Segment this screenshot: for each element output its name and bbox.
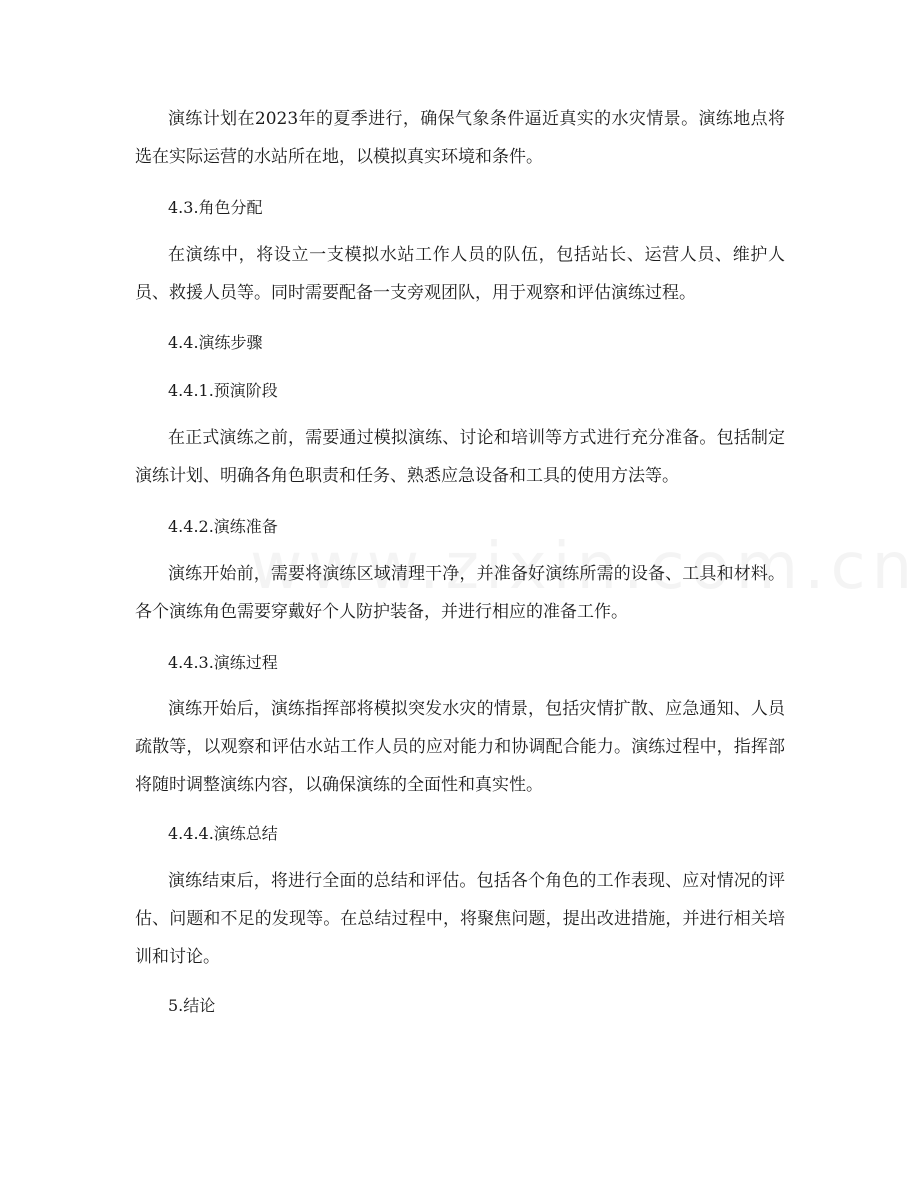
paragraph-text: 演练开始后，演练指挥部将模拟突发水灾的情景，包括灾情扩散、应急通知、人员疏散等，以观察和评估水站工作人员的应对能力和协调配合能力。演练过程中，指挥部将随时调整演练内容，以确保演练的全面性和真实性。 (135, 699, 785, 795)
paragraph-summary (135, 862, 785, 976)
paragraph-schedule (135, 100, 785, 176)
heading-5: 5.结论 (168, 996, 216, 1015)
heading-4-4-4: 4.4.4.演练总结 (168, 824, 278, 843)
paragraph-roles (135, 236, 785, 312)
paragraph-text: 演练开始前，需要将演练区域清理干净，并准备好演练所需的设备、工具和材料。各个演练角色需要穿戴好个人防护装备，并进行相应的准备工作。 (135, 564, 785, 622)
paragraph-text: 演练计划在2023年的夏季进行，确保气象条件逼近真实的水灾情景。演练地点将选在实际运营的水站所在地，以模拟真实环境和条件。 (135, 109, 785, 167)
paragraph-rehearsal (135, 419, 785, 495)
paragraph-text: 演练结束后，将进行全面的总结和评估。包括各个角色的工作表现、应对情况的评估、问题和不足的发现等。在总结过程中，将聚焦问题，提出改进措施，并进行相关培训和讨论。 (135, 871, 785, 967)
heading-4-3: 4.3.角色分配 (168, 198, 263, 217)
paragraph-text: 在正式演练之前，需要通过模拟演练、讨论和培训等方式进行充分准备。包括制定演练计划、明确各角色职责和任务、熟悉应急设备和工具的使用方法等。 (135, 428, 785, 486)
heading-4-4-1: 4.4.1.预演阶段 (168, 381, 278, 400)
heading-4-4-3: 4.4.3.演练过程 (168, 653, 278, 672)
heading-4-4: 4.4.演练步骤 (168, 333, 263, 352)
heading-4-4-2: 4.4.2.演练准备 (168, 517, 278, 536)
paragraph-process (135, 690, 785, 804)
paragraph-preparation (135, 555, 785, 631)
paragraph-text: 在演练中，将设立一支模拟水站工作人员的队伍，包括站长、运营人员、维护人员、救援人员等。同时需要配备一支旁观团队，用于观察和评估演练过程。 (135, 245, 785, 303)
